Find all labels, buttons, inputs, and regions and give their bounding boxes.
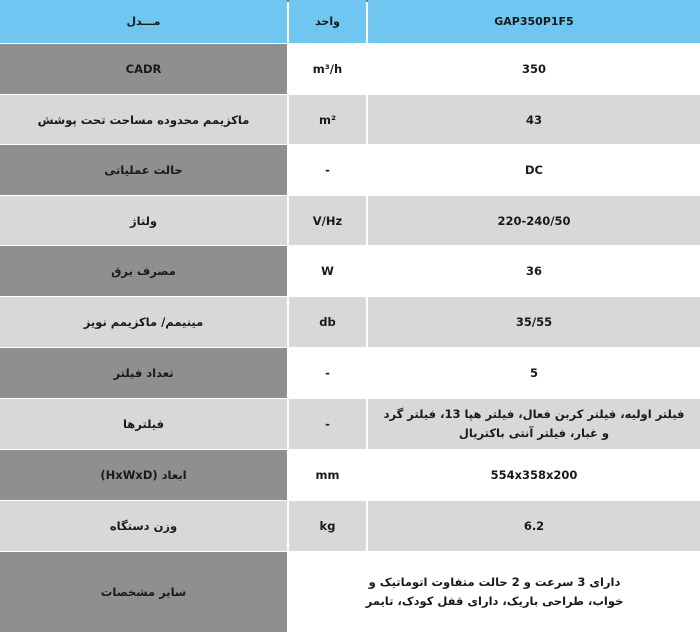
row-value: DC bbox=[368, 145, 700, 195]
table-header-row bbox=[0, 0, 700, 43]
row-value: 36 bbox=[368, 246, 700, 296]
row-unit: mm bbox=[289, 450, 366, 500]
row-label: ابعاد (HxWxD) bbox=[0, 450, 287, 500]
row-value: دارای 3 سرعت و 2 حالت متفاوت اتوماتیک و خواب، طراحی باریک، دارای قفل کودک، تایمر bbox=[289, 552, 700, 632]
row-label: تعداد فیلتر bbox=[0, 348, 287, 398]
row-value: 350 bbox=[368, 44, 700, 94]
table-row-other-specs bbox=[0, 552, 700, 632]
table-row-voltage bbox=[0, 196, 700, 245]
header-model-value: GAP350P1F5 bbox=[368, 0, 700, 43]
row-value: 35/55 bbox=[368, 297, 700, 347]
row-label: وزن دستگاه bbox=[0, 501, 287, 551]
row-label: فیلترها bbox=[0, 399, 287, 449]
row-unit: kg bbox=[289, 501, 366, 551]
row-unit: - bbox=[289, 145, 366, 195]
table-row-filter-count bbox=[0, 348, 700, 398]
row-unit: m² bbox=[289, 95, 366, 144]
table-row-coverage-area bbox=[0, 95, 700, 144]
row-label: CADR bbox=[0, 44, 287, 94]
table-row-operating-mode bbox=[0, 145, 700, 195]
row-unit: m³/h bbox=[289, 44, 366, 94]
row-unit: - bbox=[289, 348, 366, 398]
row-label: ماکزیمم محدوده مساحت تحت پوشش bbox=[0, 95, 287, 144]
row-unit: - bbox=[289, 399, 366, 449]
row-unit: W bbox=[289, 246, 366, 296]
table-row-cadr bbox=[0, 44, 700, 94]
row-label: حالت عملیاتی bbox=[0, 145, 287, 195]
table-row-noise bbox=[0, 297, 700, 347]
row-label: ولتاژ bbox=[0, 196, 287, 245]
header-model-label: مـــدل bbox=[0, 0, 287, 43]
table-row-filters bbox=[0, 399, 700, 449]
header-unit-label: واحد bbox=[289, 0, 366, 43]
table-row-dimensions bbox=[0, 450, 700, 500]
row-unit: db bbox=[289, 297, 366, 347]
table-row-power-consumption bbox=[0, 246, 700, 296]
row-value: 43 bbox=[368, 95, 700, 144]
row-unit: V/Hz bbox=[289, 196, 366, 245]
table-row-weight bbox=[0, 501, 700, 551]
row-value: فیلتر اولیه، فیلتر کربن فعال، فیلتر هپا 13، فیلتر گرد و غبار، فیلتر آنتی باکتریال bbox=[368, 399, 700, 449]
row-label: مینیمم/ ماکزیمم نویز bbox=[0, 297, 287, 347]
row-label: سایر مشخصات bbox=[0, 552, 287, 632]
row-value: 5 bbox=[368, 348, 700, 398]
row-value: 6.2 bbox=[368, 501, 700, 551]
row-label: مصرف برق bbox=[0, 246, 287, 296]
row-value: 220-240/50 bbox=[368, 196, 700, 245]
row-value: 554x358x200 bbox=[368, 450, 700, 500]
